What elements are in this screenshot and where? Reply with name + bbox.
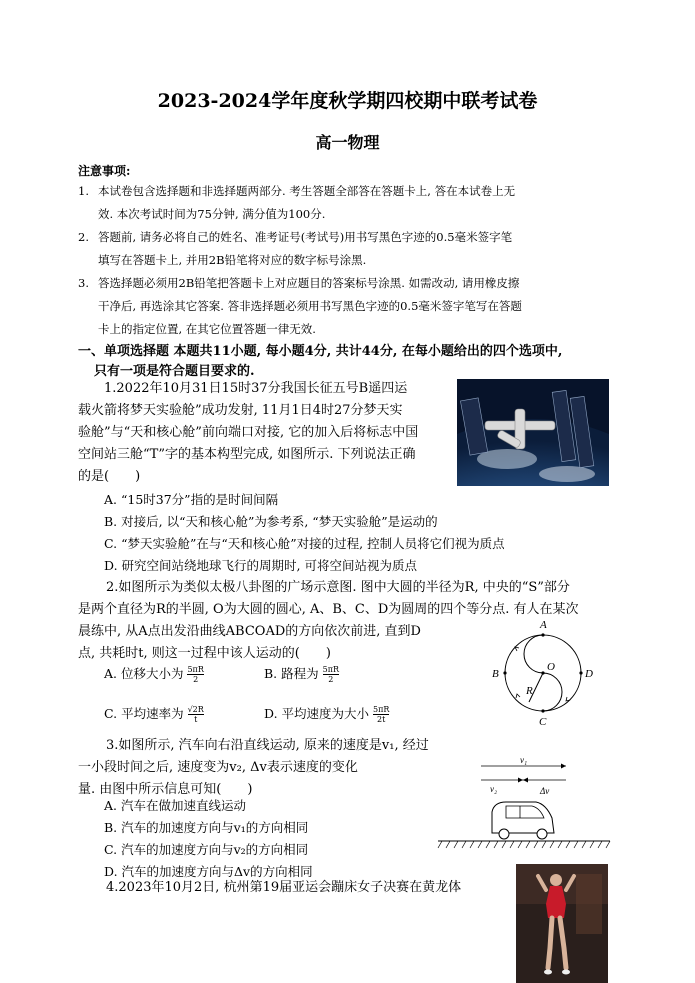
section-heading-line: 一、单项选择题 本题共11小题, 每小题4分, 共计44分, 在每小题给出的四个选项中,: [78, 344, 563, 359]
note-item-3: [78, 272, 622, 341]
q3-line: 3.如图所示, 汽车向右沿直线运动, 原来的速度是v₁, 经过: [106, 738, 429, 753]
note-line: 效. 本次考试时间为75分钟, 满分值为100分.: [98, 207, 326, 221]
q2-line: 2.如图所示为类似太极八卦图的广场示意图. 图中大圆的半径为R, 中央的“S”部分: [106, 580, 570, 595]
q2-option-b: [264, 663, 339, 685]
car-velocity-diagram: [436, 752, 612, 854]
q1-option-d: D. 研究空间站绕地球飞行的周期时, 可将空间站视为质点: [104, 558, 417, 573]
exam-title: 2023-2024学年度秋学期四校期中联考试卷: [157, 90, 538, 112]
note-line: 答题前, 请务必将自己的姓名、准考证号(考试号)用书写黑色字迹的0.5毫米签字笔: [98, 230, 513, 244]
label-o: O: [547, 661, 555, 673]
q1-line: 1.2022年10月31日15时37分我国长征五号B遥四运: [104, 381, 408, 396]
q3-option-d: D. 汽车的加速度方向与Δv的方向相同: [104, 864, 313, 879]
q2-line: 是两个直径为R的半圆, O为大圆的圆心, A、B、C、D为圆周的四个等分点. 有人在某次: [78, 602, 579, 617]
note-line: 本试卷包含选择题和非选择题两部分. 考生答题全部答在答题卡上, 答在本试卷上无: [98, 184, 516, 198]
label-b: B: [492, 668, 499, 680]
q3-option-c: C. 汽车的加速度方向与v₂的方向相同: [104, 842, 309, 857]
fraction: [323, 665, 339, 684]
q3-option-b: B. 汽车的加速度方向与v₁的方向相同: [104, 820, 309, 835]
label-delta-v: Δv: [540, 786, 550, 796]
section-heading: [78, 342, 624, 382]
label-v1: v₁: [520, 755, 528, 765]
space-station-image: [457, 379, 609, 486]
option-text: D. 平均速度为大小: [264, 706, 370, 721]
question-1-stem: [78, 378, 454, 488]
q1-option-a: A. “15时37分”指的是时间间隔: [104, 492, 279, 507]
notes-heading: 注意事项:: [78, 164, 131, 178]
q2-option-c: [104, 703, 204, 725]
taiji-circle-diagram: [486, 614, 604, 732]
q2-line: 点, 共耗时t, 则这一过程中该人运动的( ): [78, 646, 331, 661]
numerator: 5πR: [373, 705, 390, 714]
section-heading-line: 只有一项是符合题目要求的.: [94, 364, 255, 379]
question-4-stem: 4.2023年10月2日, 杭州第19届亚运会蹦床女子决赛在黄龙体: [106, 880, 462, 895]
numerator: 5πR: [187, 665, 204, 674]
q3-option-a: A. 汽车在做加速直线运动: [104, 798, 246, 813]
denominator: 2t: [377, 715, 386, 724]
label-d: D: [585, 668, 593, 680]
q3-line: 量. 由图中所示信息可知( ): [78, 782, 253, 797]
numerator: 5πR: [322, 665, 339, 674]
label-r: R: [526, 685, 533, 697]
q2-option-d: [264, 703, 389, 725]
exam-subject: 高一物理: [315, 133, 380, 152]
note-number: 3.: [78, 276, 89, 290]
fraction: [188, 705, 204, 724]
fraction: [373, 705, 389, 724]
question-3-stem: [78, 735, 458, 801]
note-number: 1.: [78, 184, 89, 198]
denominator: 2: [328, 675, 334, 684]
option-text: B. 路程为: [264, 666, 319, 681]
option-text: C. 平均速率为: [104, 706, 184, 721]
note-line: 卡上的指定位置, 在其它位置答题一律无效.: [98, 322, 316, 336]
label-c: C: [539, 716, 547, 728]
note-item-2: [78, 226, 622, 272]
trampoline-athlete-image: [516, 864, 608, 983]
note-line: 填写在答题卡上, 并用2B铅笔将对应的数字标号涂黑.: [98, 253, 367, 267]
label-a: A: [540, 619, 547, 631]
label-v2: v₂: [490, 784, 498, 794]
denominator: t: [194, 715, 198, 724]
denominator: 2: [193, 675, 199, 684]
q2-line: 晨练中, 从A点出发沿曲线ABCOAD的方向依次前进, 直到D: [78, 624, 421, 639]
q1-line: 验舱”与“天和核心舱”前向端口对接, 它的加入后将标志中国: [78, 425, 419, 440]
q1-line: 空间站三舱“T”字的基本构型完成, 如图所示. 下列说法正确: [78, 447, 416, 462]
numerator: √2R: [187, 705, 204, 714]
option-text: A. 位移大小为: [104, 666, 184, 681]
q2-option-a: [104, 663, 204, 685]
q3-line: 一小段时间之后, 速度变为v₂, Δv表示速度的变化: [78, 760, 358, 775]
note-item-1: [78, 180, 622, 226]
q1-option-b: B. 对接后, 以“天和核心舱”为参考系, “梦天实验舱”是运动的: [104, 514, 438, 529]
note-number: 2.: [78, 230, 89, 244]
note-line: 答选择题必须用2B铅笔把答题卡上对应题目的答案标号涂黑. 如需改动, 请用橡皮擦: [98, 276, 520, 290]
q1-option-c: C. “梦天实验舱”在与“天和核心舱”对接的过程, 控制人员将它们视为质点: [104, 536, 505, 551]
note-line: 干净后, 再选涂其它答案. 答非选择题必须用书写黑色字迹的0.5毫米签字笔写在答题: [98, 299, 522, 313]
fraction: [187, 665, 203, 684]
q1-line: 的是( ): [78, 469, 141, 484]
q1-line: 载火箭将梦天实验舱”成功发射, 11月1日4时27分梦天实: [78, 403, 403, 418]
